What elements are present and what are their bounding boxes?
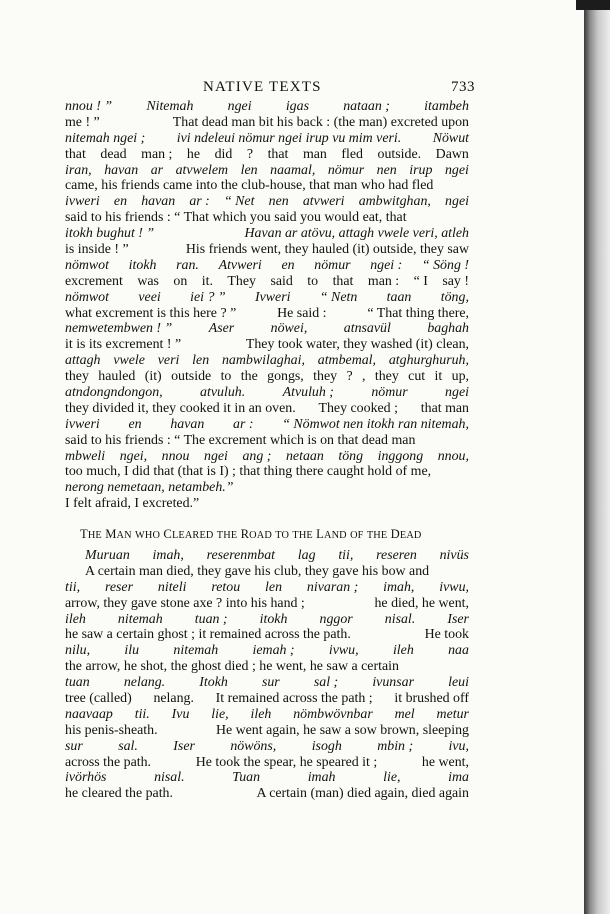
word: Ivu	[171, 706, 190, 722]
word: atnsavül	[343, 321, 391, 337]
word: nömwot	[65, 289, 109, 305]
word: igas	[285, 99, 309, 114]
interlinear-text-block-1	[65, 99, 469, 512]
title-small-caps: AN	[116, 530, 132, 541]
word: nerong nemetaan, netambeh.”	[65, 480, 234, 496]
word: lie,	[211, 706, 229, 722]
word: nömur	[314, 257, 351, 273]
word: ileh	[65, 611, 86, 627]
native-text-line	[65, 707, 469, 723]
word: the	[240, 369, 258, 385]
title-word	[163, 527, 213, 541]
english-translation-line	[65, 564, 469, 580]
word: outside.	[377, 146, 422, 162]
word: nelang.	[153, 691, 194, 707]
word: itambeh	[424, 99, 469, 114]
word: ivi ndeleui nömur ngei irup vu mim veri.	[176, 130, 402, 146]
page-edge-shadow	[584, 0, 610, 914]
word: they	[65, 369, 89, 385]
word: came, his friends came into the club-house, that man who had fled	[65, 178, 434, 194]
title-word	[135, 527, 160, 541]
title-word	[292, 527, 312, 541]
word: reser	[104, 579, 133, 595]
word: arrow, they gave stone axe ? into his hand ;	[65, 595, 305, 611]
word: did	[214, 146, 233, 162]
title-small-caps: OF	[350, 530, 364, 541]
word: veri	[157, 353, 180, 369]
word: ar :	[233, 416, 254, 432]
word: ivörhös	[65, 770, 107, 786]
word: He went again, he saw a sow brown, sleeping	[215, 722, 469, 738]
english-translation-line	[65, 723, 469, 739]
word: reserenmbat	[206, 548, 276, 563]
english-translation-line	[65, 242, 469, 258]
word: he went,	[421, 754, 469, 770]
word: me ! ”	[65, 114, 100, 130]
title-capital: M	[105, 527, 117, 541]
word: Iser	[173, 738, 195, 754]
word: imah	[307, 770, 336, 786]
title-word	[316, 527, 347, 541]
english-translation-line	[65, 433, 469, 449]
word: naa	[448, 643, 469, 659]
word: havan	[170, 416, 205, 432]
word: naamal,	[270, 162, 316, 178]
word: attagh	[65, 353, 101, 369]
title-small-caps: EAD	[399, 530, 422, 541]
word: sal.	[118, 738, 138, 754]
word: sur	[261, 675, 280, 691]
word: nömur	[327, 162, 365, 178]
word: niteli	[157, 579, 187, 595]
word: lag	[297, 548, 316, 563]
word: They took water, they washed (it) clean,	[245, 337, 469, 353]
native-text-line	[65, 321, 469, 337]
title-small-caps: THE	[292, 530, 313, 541]
word: baghah	[427, 321, 469, 337]
word: His friends went, they hauled (it) outside, they saw	[185, 242, 469, 258]
word: the arrow, he shot, the ghost died ; he went, he saw a certain	[65, 659, 399, 675]
word: nöwöns,	[230, 738, 277, 754]
word: ang ;	[242, 448, 272, 464]
native-text-line	[65, 417, 469, 433]
word: atndongndongon,	[65, 385, 163, 401]
native-text-line	[65, 449, 469, 465]
word: nen	[376, 162, 397, 178]
word: excrement	[65, 273, 123, 289]
native-text-line	[65, 290, 469, 306]
word: it brushed off	[394, 691, 469, 707]
word: what excrement is this here ? ”	[65, 305, 237, 321]
word: nivüs	[439, 548, 469, 563]
word: It remained across the path ;	[215, 691, 373, 707]
word: imah,	[152, 548, 184, 563]
word: A certain man died, they gave his club, they gave his bow and	[85, 563, 430, 579]
native-text-line	[65, 353, 469, 369]
word: Nitemah	[146, 99, 194, 114]
word: Atvweri	[218, 257, 262, 273]
native-text-line	[65, 258, 469, 274]
english-translation-line	[65, 401, 469, 417]
word: I felt afraid, I excreted.”	[65, 496, 200, 512]
word: nnou,	[437, 448, 469, 464]
running-head: NATIVE TEXTS	[203, 79, 322, 95]
word: ngei	[204, 448, 228, 464]
native-text-line	[65, 643, 469, 659]
word: nnou	[161, 448, 190, 464]
word: nataan ;	[343, 99, 390, 114]
word: en	[128, 416, 142, 432]
english-translation-line	[65, 115, 469, 131]
english-translation-line	[65, 659, 469, 675]
word: Havan ar atövu, attagh vwele veri, atleh	[244, 226, 469, 242]
word: nisal.	[154, 770, 185, 786]
word: ngei	[227, 99, 252, 114]
word: atvuluh.	[200, 385, 246, 401]
word: nitemah ngei ;	[65, 130, 146, 146]
word: it	[434, 369, 443, 385]
title-word	[105, 527, 132, 541]
word: his penis-sheath.	[65, 722, 158, 738]
word: he died, he went,	[374, 595, 469, 611]
word: that	[65, 146, 86, 162]
word: metur	[436, 706, 469, 722]
word: ngei :	[370, 257, 403, 273]
word: sal ;	[313, 675, 339, 691]
native-text-line	[65, 770, 469, 786]
title-word	[217, 527, 237, 541]
word: they	[374, 369, 399, 385]
word: tuan	[65, 675, 90, 691]
page-number: 733	[451, 79, 475, 95]
native-text-line	[65, 163, 469, 179]
word: it is its excrement ! ”	[65, 337, 182, 353]
native-text-line	[65, 194, 469, 210]
word: reseren	[376, 548, 417, 563]
native-text-line	[65, 385, 469, 401]
word: netaan	[285, 448, 324, 464]
word: cut	[408, 369, 426, 385]
word: ivweri	[65, 416, 100, 432]
word: leui	[448, 675, 469, 691]
word: havan	[141, 194, 176, 210]
word: atmbemal,	[317, 353, 377, 369]
word: nöwei,	[270, 321, 308, 337]
title-small-caps: LEARED	[171, 530, 214, 541]
word: tree (called)	[65, 691, 132, 707]
word: ar :	[189, 194, 210, 210]
word: man ;	[141, 146, 173, 162]
section-title	[80, 527, 422, 542]
word: ngei	[445, 194, 469, 210]
word: He took	[424, 627, 469, 643]
title-word	[367, 527, 387, 541]
word: mbweli	[65, 448, 106, 464]
title-word	[275, 527, 289, 541]
word: nnou ! ”	[65, 99, 113, 114]
word: that	[332, 273, 354, 289]
title-capital: D	[390, 527, 400, 541]
word: itokh	[259, 611, 288, 627]
word: too much, I did that (that is I) ; that thing there caught hold of me,	[65, 464, 432, 480]
word: nitemah	[117, 611, 163, 627]
word: ivunsar	[372, 675, 414, 691]
word: nömwot	[65, 257, 109, 273]
word: nen	[268, 194, 289, 210]
word: imah,	[383, 579, 415, 595]
word: A certain (man) died again, died again	[256, 786, 469, 802]
word: len	[192, 353, 210, 369]
word: across the path.	[65, 754, 152, 770]
english-translation-line	[65, 369, 469, 385]
word: Aser	[208, 321, 235, 337]
word: mel	[394, 706, 415, 722]
word: ivweri	[65, 194, 100, 210]
word: ivwu,	[328, 643, 359, 659]
native-text-line	[65, 226, 469, 242]
word: was	[137, 273, 159, 289]
native-text-line	[65, 580, 469, 596]
word: Ivweri	[254, 289, 291, 305]
word: is inside ! ”	[65, 242, 129, 258]
word: naavaap	[65, 706, 113, 722]
word: len	[240, 162, 258, 178]
word: iei ? ”	[190, 289, 226, 305]
title-capital: T	[80, 527, 88, 541]
word: man :	[367, 273, 400, 289]
word: “ Nömwot nen itokh ran nitemah,	[282, 416, 469, 432]
word: ambwitghan,	[358, 194, 431, 210]
english-translation-line	[65, 496, 469, 512]
english-translation-line	[65, 337, 469, 353]
title-small-caps: THE	[216, 530, 238, 541]
word: ilu	[124, 643, 140, 659]
word: said	[270, 273, 293, 289]
title-small-caps: AND	[324, 530, 347, 541]
word: nitemah	[173, 643, 219, 659]
word: en	[281, 257, 295, 273]
word: atvweri	[302, 194, 345, 210]
word: nambwilaghai,	[221, 353, 305, 369]
word: Tuan	[232, 770, 261, 786]
word: itokh	[128, 257, 157, 273]
word: (it)	[144, 369, 162, 385]
word: on	[173, 273, 188, 289]
word: töng,	[440, 289, 469, 305]
word: man	[302, 146, 327, 162]
native-text-line	[65, 675, 469, 691]
word: nilu,	[65, 643, 91, 659]
word: isogh	[311, 738, 342, 754]
word: ileh	[392, 643, 414, 659]
word: ngei	[444, 162, 469, 178]
native-text-line	[65, 480, 469, 496]
word: “ Net	[223, 194, 255, 210]
word: mbin ;	[377, 738, 414, 754]
title-word	[391, 527, 422, 541]
word: to	[307, 273, 319, 289]
word: that man	[420, 400, 469, 416]
english-translation-line	[65, 464, 469, 480]
word: tii.	[134, 706, 150, 722]
word: ,	[362, 369, 366, 385]
word: they divided it, they cooked it in an oven.	[65, 400, 296, 416]
word: Iser	[447, 611, 469, 627]
word: ima	[448, 770, 469, 786]
title-small-caps: OAD	[249, 530, 272, 541]
word: Itokh	[199, 675, 228, 691]
word: Dawn	[435, 146, 469, 162]
word: “ I	[413, 273, 428, 289]
title-word	[80, 527, 102, 541]
word: inggong	[377, 448, 424, 464]
word: Nöwut	[432, 130, 469, 146]
word: töng	[338, 448, 364, 464]
word: They cooked ;	[318, 400, 398, 416]
word: That dead man bit his back : (the man) excreted upon	[172, 114, 469, 130]
word: Atvuluh ;	[282, 385, 334, 401]
word: nggor	[319, 611, 353, 627]
word: lie,	[383, 770, 401, 786]
word: say !	[442, 273, 469, 289]
word: veei	[138, 289, 161, 305]
word: nömur	[371, 385, 408, 401]
title-word	[350, 527, 363, 541]
english-translation-line	[65, 178, 469, 194]
english-translation-line	[65, 691, 469, 707]
english-translation-line	[65, 596, 469, 612]
word: he	[186, 146, 201, 162]
english-translation-line	[65, 786, 469, 802]
word: havan	[104, 162, 139, 178]
word: ran.	[176, 257, 199, 273]
word: dead	[100, 146, 127, 162]
word: “ That thing there,	[367, 305, 469, 321]
word: said to his friends : “ The excrement which is on that dead man	[65, 432, 416, 448]
word: iemah ;	[252, 643, 295, 659]
word: tii,	[338, 548, 354, 563]
word: en	[113, 194, 128, 210]
word: up,	[451, 369, 469, 385]
word: iran,	[65, 162, 92, 178]
title-small-caps: TO	[275, 530, 290, 541]
word: nisal.	[384, 611, 416, 627]
title-word	[241, 527, 272, 541]
word: atghurghuruh,	[388, 353, 469, 369]
title-small-caps: HE	[87, 530, 102, 541]
title-capital: C	[163, 527, 172, 541]
native-text-line	[65, 548, 469, 564]
word: nivaran ;	[306, 579, 359, 595]
title-capital: R	[240, 527, 250, 541]
word: tuan ;	[194, 611, 228, 627]
word: to	[220, 369, 232, 385]
word: fled	[341, 146, 363, 162]
english-translation-line	[65, 274, 469, 290]
english-translation-line	[65, 627, 469, 643]
word: sur	[65, 738, 83, 754]
title-small-caps: THE	[366, 530, 388, 541]
native-text-line	[65, 131, 469, 147]
word: vwele	[113, 353, 145, 369]
word: He took the spear, he speared it ;	[195, 754, 378, 770]
word: “ Söng !	[421, 257, 469, 273]
word: it.	[201, 273, 213, 289]
word: nelang.	[123, 675, 166, 691]
english-translation-line	[65, 755, 469, 771]
word: ngei	[445, 385, 469, 401]
title-capital: L	[316, 527, 324, 541]
word: nömbwövnbar	[293, 706, 373, 722]
word: nemwetembwen ! ”	[65, 321, 173, 337]
english-translation-line	[65, 306, 469, 322]
word: that	[267, 146, 289, 162]
word: ivu,	[448, 738, 469, 754]
word: They	[227, 273, 256, 289]
word: atvwelem	[175, 162, 229, 178]
word: retou	[211, 579, 241, 595]
word: ngei,	[119, 448, 148, 464]
word: he saw a certain ghost ; it remained across the path.	[65, 627, 351, 643]
word: ?	[346, 369, 353, 385]
interlinear-text-block-2	[65, 548, 469, 802]
word: said to his friends : “ That which you said you would eat, that	[65, 210, 407, 226]
word: gongs,	[267, 369, 304, 385]
native-text-line	[65, 99, 469, 115]
word: he cleared the path.	[65, 786, 173, 802]
word: He said :	[277, 305, 327, 321]
word: taan	[386, 289, 412, 305]
english-translation-line	[65, 147, 469, 163]
native-text-line	[65, 739, 469, 755]
word: ileh	[250, 706, 272, 722]
word: itokh bughut ! ”	[65, 226, 155, 242]
word: Muruan	[85, 548, 130, 563]
word: they	[313, 369, 338, 385]
word: irup	[409, 162, 433, 178]
word: “ Netn	[319, 289, 358, 305]
native-text-line	[65, 612, 469, 628]
word: ?	[246, 146, 254, 162]
title-small-caps: WHO	[135, 530, 161, 541]
english-translation-line	[65, 210, 469, 226]
word: ivwu,	[439, 579, 469, 595]
page-edge-corner	[576, 0, 610, 10]
word: outside	[171, 369, 212, 385]
page-header	[0, 79, 584, 99]
word: hauled	[98, 369, 136, 385]
word: ar	[150, 162, 164, 178]
word: tii,	[65, 579, 81, 595]
word: len	[265, 579, 283, 595]
